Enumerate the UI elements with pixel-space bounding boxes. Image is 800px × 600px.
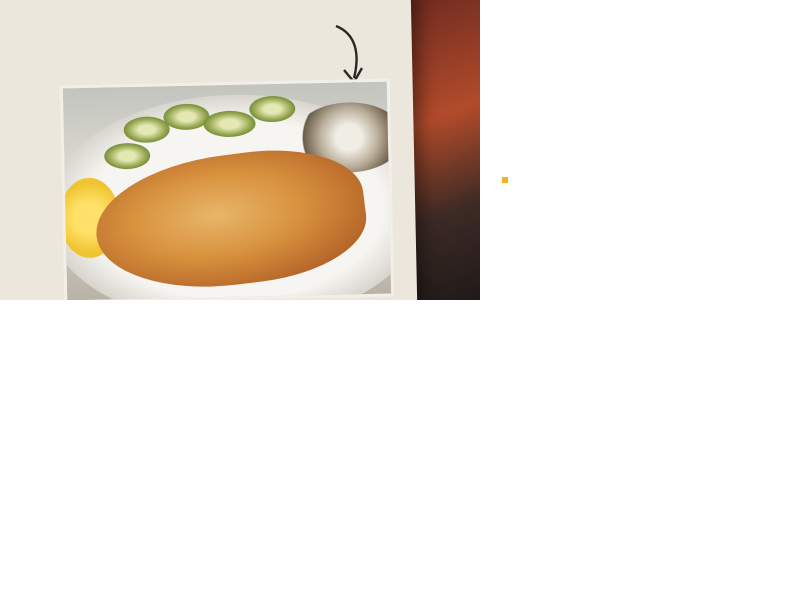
nutrition-table-photo [364, 300, 800, 600]
legend-square-icon [502, 176, 549, 186]
dish-photo [60, 79, 394, 300]
legend-contains [502, 176, 549, 186]
allergen-guide-notes [480, 0, 800, 300]
menu-photo [0, 0, 480, 300]
sauces-allergen-table-photo [0, 300, 300, 600]
